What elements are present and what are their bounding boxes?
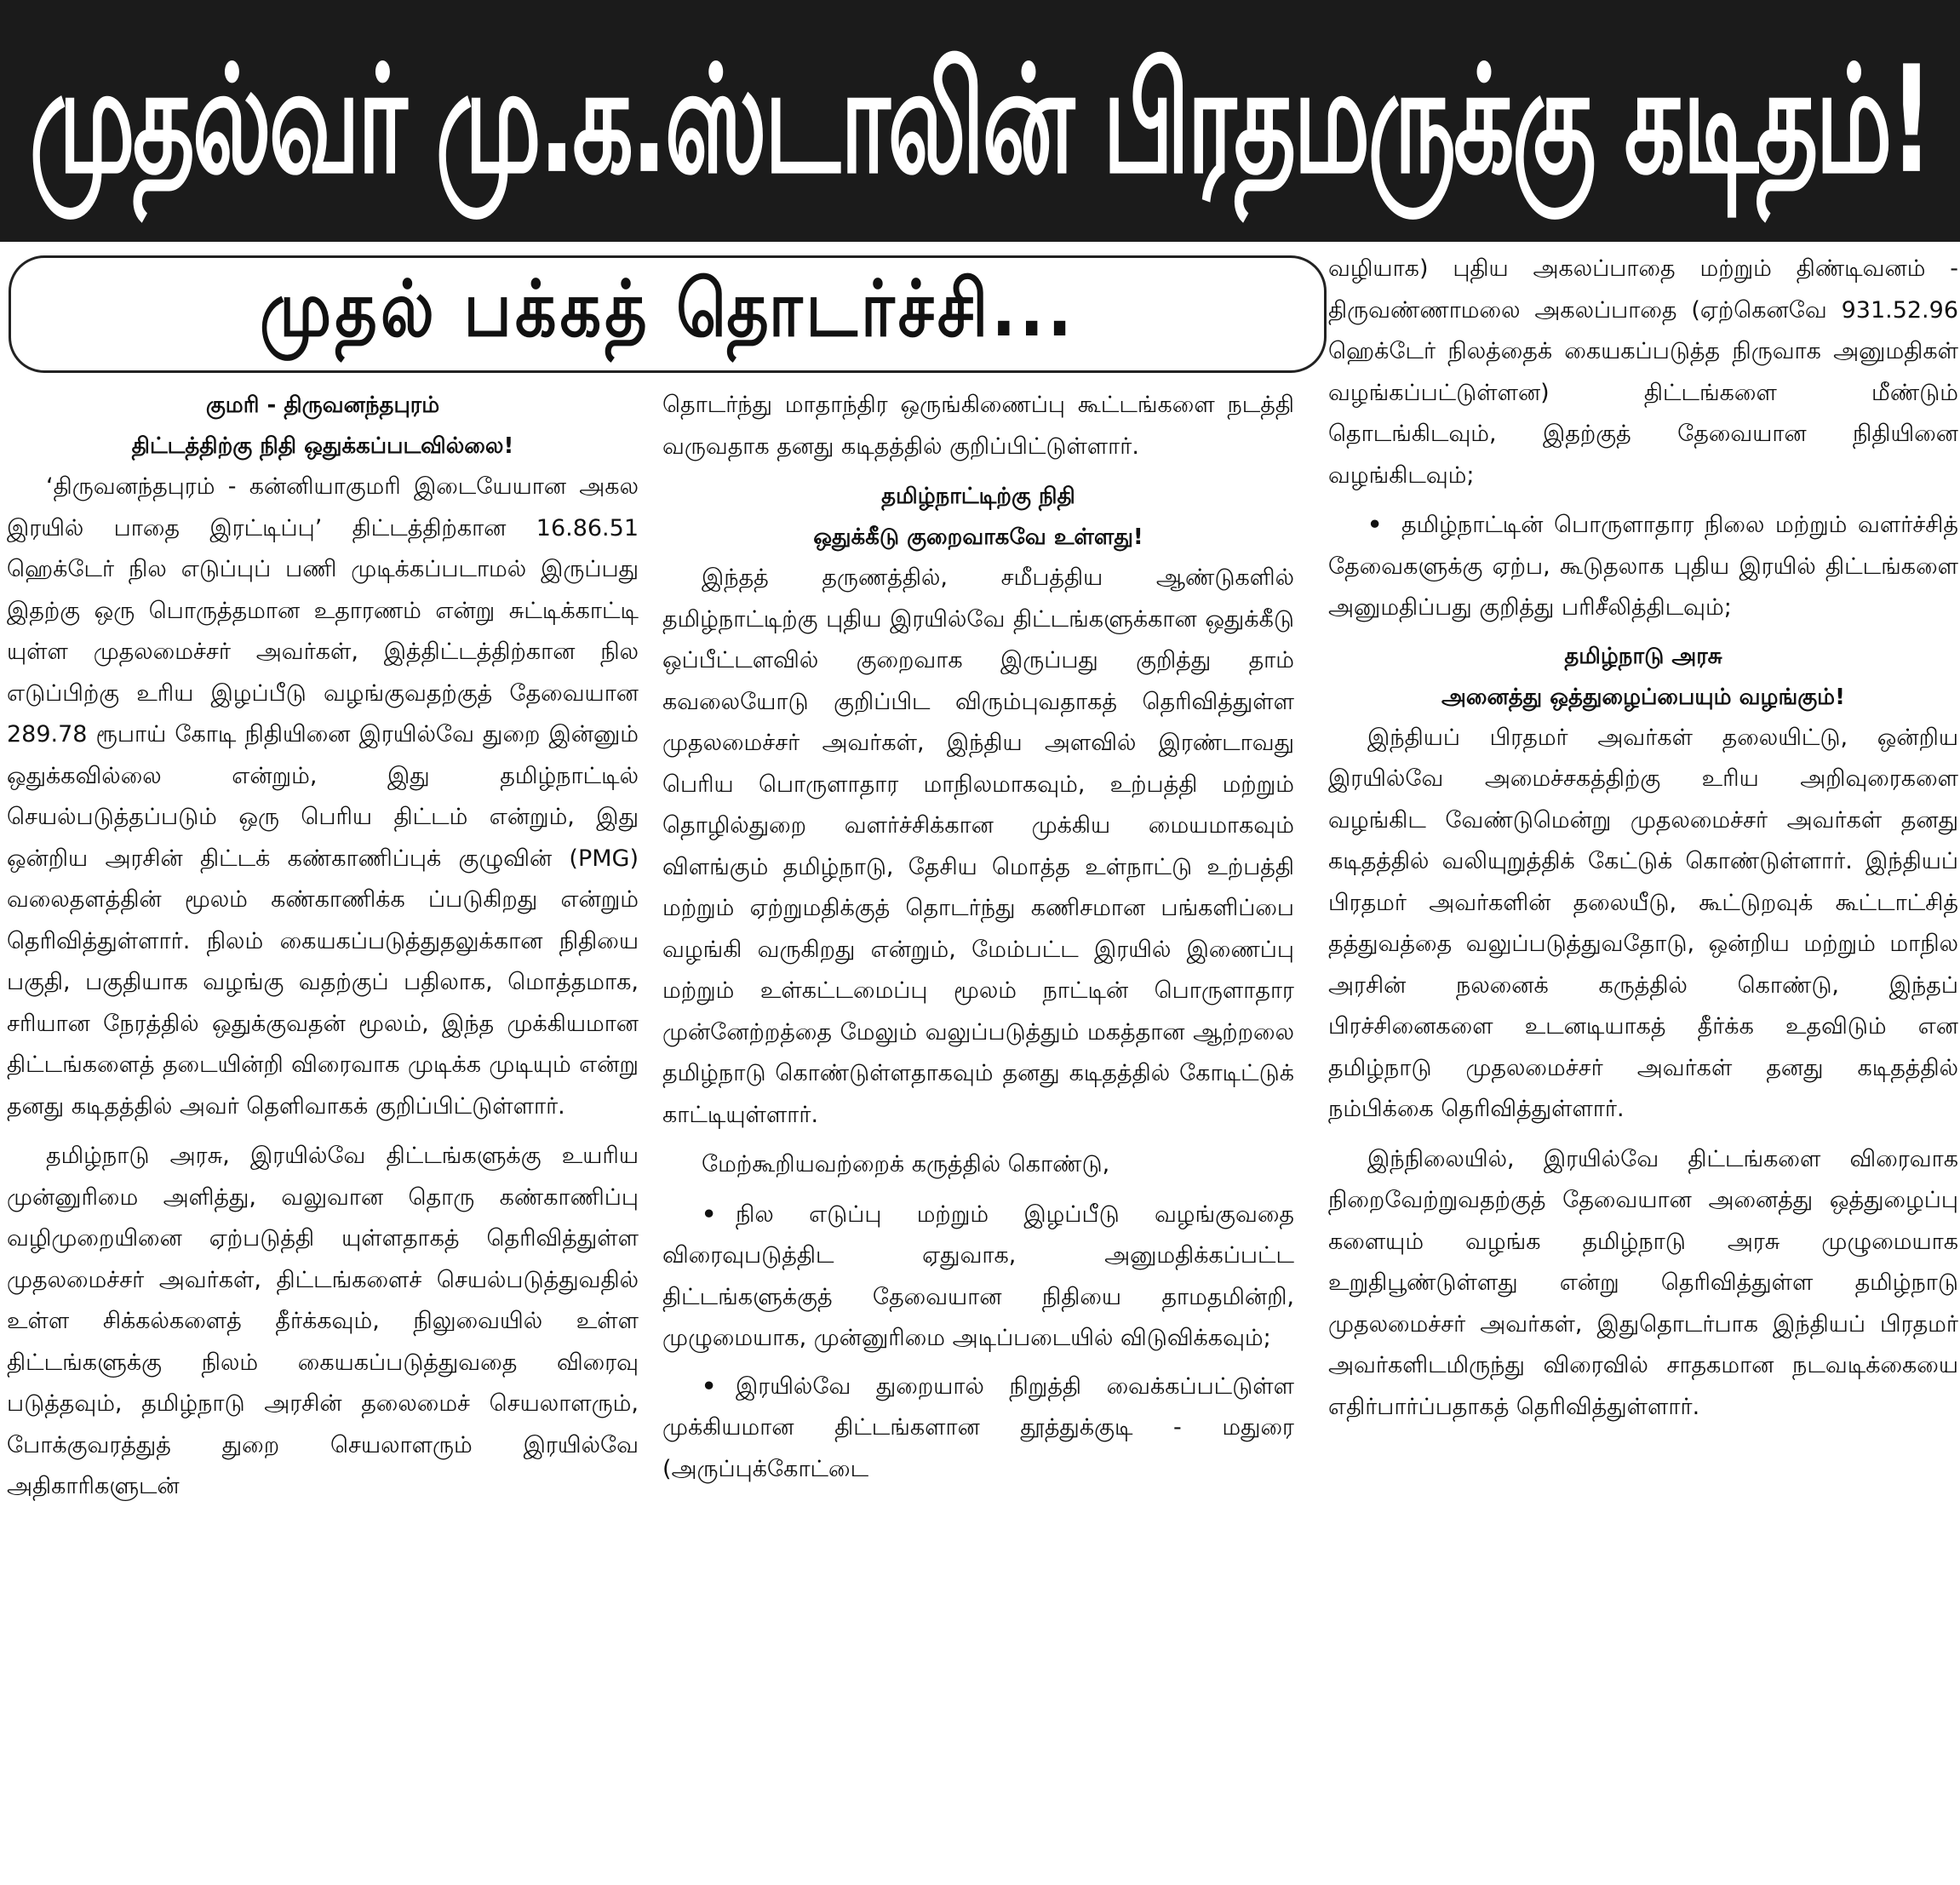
bullet-text: நில எடுப்பு மற்றும் இழப்பீடு வழங்குவதை விரைவுபடுத்திட ஏதுவாக, அனுமதிக்கப்பட்ட திட்டங்களுக்குத் தேவையான நிதியை தாமதமின்றி, முழுமையாக, முன்னுரிமை அடிப்படையில் விடுவிக்கவும்; [662, 1200, 1294, 1351]
section-heading: குமரி - திருவனந்தபுரம் [205, 392, 440, 418]
paragraph: வழியாக) புதிய அகலப்பாதை மற்றும் திண்டிவனம் - திருவண்ணாமலை அகலப்பாதை (ஏற்கெனவே 931.52.96 ஹெக்டேர் நிலத்தைக் கையகப்படுத்த நிருவாக அனுமதிகள் வழங்கப்பட்டுள்ளன) திட்டங்களை மீண்டும் தொடங்கிடவும், இதற்குத் தேவையான நிதியினை வழங்கிடவும்; [1328, 255, 1958, 489]
paragraph: இந்தத் தருணத்தில், சமீபத்திய ஆண்டுகளில் தமிழ்நாட்டிற்கு புதிய இரயில்வே திட்டங்களுக்கான ஒதுக்கீடு ஒப்பீட்டளவில் குறைவாக இருப்பது குறித்து தாம் கவலையோடு குறிப்பிட விரும்புவதாகத் தெரிவித்துள்ள முதலமைச்சர் அவர்கள், இந்திய அளவில் இரண்டாவது பெரிய பொருளாதார மாநிலமாகவும், உற்பத்தி மற்றும் தொழில்துறை வளர்ச்சிக்கான முக்கிய மையமாகவும் விளங்கும் தமிழ்நாடு, தேசிய மொத்த உள்நாட்டு உற்பத்தி மற்றும் ஏற்றுமதிக்குத் தொடர்ந்து கணிசமான பங்களிப்பை வழங்கி வருகிறது என்றும், மேம்பட்ட இரயில் இணைப்பு மற்றும் உள்கட்டமைப்பு மூலம் நாட்டின் பொருளாதார முன்னேற்றத்தை மேலும் வலுப்படுத்தும் மகத்தான ஆற்றலை தமிழ்நாடு கொண்டுள்ளதாகவும் தனது கடிதத்தில் கோடிட்டுக் காட்டியுள்ளார். [662, 564, 1294, 1128]
section-heading: ஒதுக்கீடு குறைவாகவே உள்ளது! [813, 524, 1143, 550]
bullet-icon: • [702, 1372, 717, 1400]
bullet-item [662, 1366, 1294, 1491]
section-heading: தமிழ்நாடு அரசு [1564, 643, 1722, 669]
continuation-title: முதல் பக்கத் தொடர்ச்சி... [260, 263, 1075, 354]
section-heading: அனைத்து ஒத்துழைப்பையும் வழங்கும்! [1441, 684, 1845, 710]
section-heading: திட்டத்திற்கு நிதி ஒதுக்கப்படவில்லை! [131, 433, 514, 459]
article-column-3 [1328, 249, 1958, 1885]
bullet-text: இரயில்வே துறையால் நிறுத்தி வைக்கப்பட்டுள்ள முக்கியமான திட்டங்களான தூத்துக்குடி - மதுரை (அருப்புக்கோட்டை [662, 1372, 1294, 1482]
article-column-2 [662, 385, 1294, 1885]
bullet-text: தமிழ்நாட்டின் பொருளாதார நிலை மற்றும் வளர்ச்சித் தேவைகளுக்கு ஏற்ப, கூடுதலாக புதிய இரயில் திட்டங்களை அனுமதிப்பது குறித்து பரிசீலித்திடவும்; [1328, 512, 1958, 621]
headline: முதல்வர் மு.க.ஸ்டாலின் பிரதமருக்கு கடிதம்! [29, 35, 1931, 207]
article-column-1 [7, 385, 639, 1885]
paragraph: இந்தியப் பிரதமர் அவர்கள் தலையிட்டு, ஒன்றிய இரயில்வே அமைச்சகத்திற்கு உரிய அறிவுரைகளை வழங்கிட வேண்டுமென்று முதலமைச்சர் அவர்கள் தனது கடிதத்தில் வலியுறுத்திக் கேட்டுக் கொண்டுள்ளார். இந்தியப் பிரதமர் அவர்களின் தலையீடு, கூட்டுறவுக் கூட்டாட்சித் தத்துவத்தை வலுப்படுத்துவதோடு, ஒன்றிய மற்றும் மாநில அரசின் நலனைக் கருத்தில் கொண்டு, இந்தப் பிரச்சினைகளை உடனடியாகத் தீர்க்க உதவிடும் என தமிழ்நாடு முதலமைச்சர் அவர்கள் தனது கடிதத்தில் நம்பிக்கை தெரிவித்துள்ளார். [1328, 724, 1958, 1122]
paragraph: தொடர்ந்து மாதாந்திர ஒருங்கிணைப்பு கூட்டங்களை நடத்தி வருவதாக தனது கடிதத்தில் குறிப்பிட்டுள்ளார். [662, 392, 1294, 460]
paragraph: இந்நிலையில், இரயில்வே திட்டங்களை விரைவாக நிறைவேற்றுவதற்குத் தேவையான அனைத்து ஒத்துழைப்பு களையும் வழங்க தமிழ்நாடு அரசு முழுமையாக உறுதிபூண்டுள்ளது என்று தெரிவித்துள்ள தமிழ்நாடு முதலமைச்சர் அவர்கள், இதுதொடர்பாக இந்தியப் பிரதமர் அவர்களிடமிருந்து விரைவில் சாதகமான நடவடிக்கையை எதிர்பார்ப்பதாகத் தெரிவித்துள்ளார். [1328, 1145, 1958, 1420]
bullet-icon: • [702, 1200, 717, 1228]
section-heading: தமிழ்நாட்டிற்கு நிதி [881, 484, 1075, 509]
paragraph: ‘திருவனந்தபுரம் - கன்னியாகுமரி இடையேயான அகல இரயில் பாதை இரட்டிப்பு’ திட்டத்திற்கான 16.86.51 ஹெக்டேர் நில எடுப்புப் பணி முடிக்கப்படாமல் இருப்பது இதற்கு ஒரு பொருத்தமான உதாரணம் என்று சுட்டிக்காட்டி யுள்ள முதலமைச்சர் அவர்கள், இத்திட்டத்திற்கான நில எடுப்பிற்கு உரிய இழப்பீடு வழங்குவதற்குத் தேவையான 289.78 ரூபாய் கோடி நிதியினை இரயில்வே துறை இன்னும் ஒதுக்கவில்லை என்றும், இது தமிழ்நாட்டில் செயல்படுத்தப்படும் ஒரு பெரிய திட்டம் என்றும், இது ஒன்றிய அரசின் திட்டக் கண்காணிப்புக் குழுவின் (PMG) வலைதளத்தின் மூலம் கண்காணிக்க ப்படுகிறது என்றும் தெரிவித்துள்ளார். நிலம் கையகப்படுத்துதலுக்கான நிதியை பகுதி, பகுதியாக வழங்கு வதற்குப் பதிலாக, மொத்தமாக, சரியான நேரத்தில் ஒதுக்குவதன் மூலம், இந்த முக்கியமான திட்டங்களைத் தடையின்றி விரைவாக முடிக்க முடியும் என்று தனது கடிதத்தில் அவர் தெளிவாகக் குறிப்பிட்டுள்ளார். [7, 473, 639, 1120]
bullet-icon: • [1367, 512, 1383, 538]
paragraph: தமிழ்நாடு அரசு, இரயில்வே திட்டங்களுக்கு உயரிய முன்னுரிமை அளித்து, வலுவான தொரு கண்காணிப்பு வழிமுறையினை ஏற்படுத்தி யுள்ளதாகத் தெரிவித்துள்ள முதலமைச்சர் அவர்கள், திட்டங்களைச் செயல்படுத்துவதில் உள்ள சிக்கல்களைத் தீர்க்கவும், நிலுவையில் உள்ள திட்டங்களுக்கு நிலம் கையகப்படுத்துவதை விரைவு படுத்தவும், தமிழ்நாடு அரசின் தலைமைச் செயலாளரும், போக்குவரத்துத் துறை செயலாளரும் இரயில்வே அதிகாரிகளுடன் [7, 1143, 639, 1499]
paragraph: மேற்கூறியவற்றைக் கருத்தில் கொண்டு, [702, 1151, 1110, 1177]
continuation-box [9, 255, 1327, 373]
bullet-item [662, 1195, 1294, 1360]
bullet-item [1328, 505, 1958, 629]
headline-banner [0, 0, 1960, 242]
